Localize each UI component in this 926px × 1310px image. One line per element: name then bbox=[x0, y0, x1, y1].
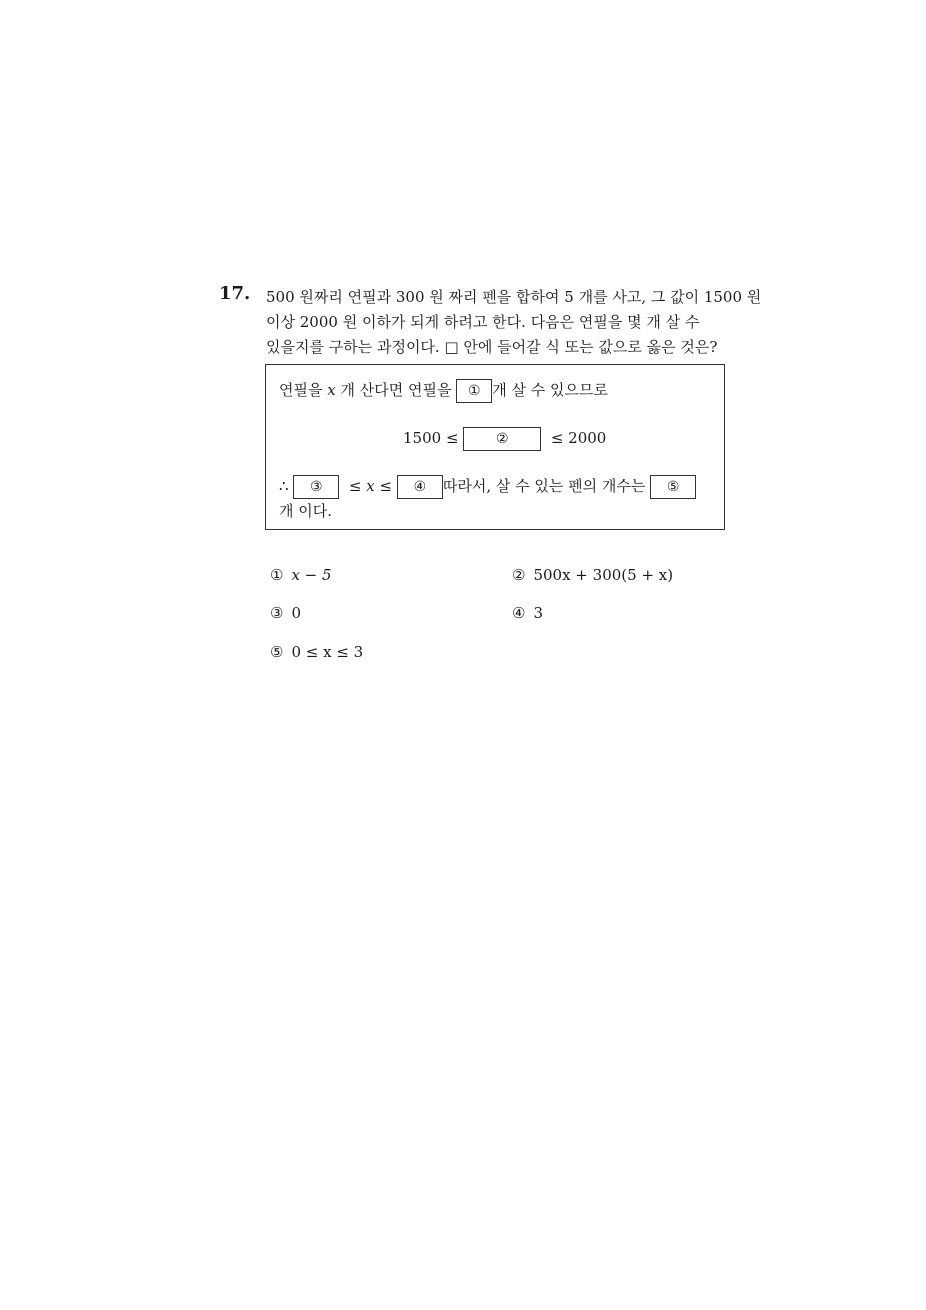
choice-4-text: 3 bbox=[533, 604, 543, 622]
choice-3[interactable] bbox=[270, 604, 301, 622]
choice-5-text: 0 ≤ x ≤ 3 bbox=[291, 643, 364, 661]
choice-2-number: ② bbox=[512, 566, 526, 584]
choice-3-number: ③ bbox=[270, 604, 284, 622]
box-row-1 bbox=[279, 379, 608, 403]
choice-4[interactable] bbox=[512, 604, 543, 622]
row1-middle: 개 산다면 연필을 bbox=[335, 381, 452, 399]
question-text-line-3: 있을지를 구하는 과정이다. □ 안에 들어갈 식 또는 값으로 옳은 것은? bbox=[266, 338, 718, 356]
question-number: 17. bbox=[219, 283, 251, 304]
row1-after: 개 살 수 있으므로 bbox=[492, 381, 608, 399]
variable-x-2: x bbox=[366, 477, 375, 495]
row3-text: 따라서, 살 수 있는 펜의 개수는 bbox=[442, 477, 646, 495]
question-text-line-2: 이상 2000 원 이하가 되게 하려고 한다. 다음은 연필을 몇 개 살 수 bbox=[266, 313, 700, 331]
question-text-line-1: 500 원짜리 연필과 300 원 짜리 펜을 합하여 5 개를 사고, 그 값이 1500 원 bbox=[266, 288, 762, 306]
blank-3: ③ bbox=[293, 475, 339, 499]
choice-2-text: 500x + 300(5 + x) bbox=[533, 566, 674, 584]
box-row-2 bbox=[403, 427, 606, 451]
choice-1[interactable] bbox=[270, 566, 332, 584]
solution-process-box bbox=[265, 364, 725, 530]
choice-4-number: ④ bbox=[512, 604, 526, 622]
choice-1-text: x − 5 bbox=[291, 566, 332, 584]
blank-2: ② bbox=[463, 427, 541, 451]
variable-x: x bbox=[327, 381, 336, 399]
inequality-right: ≤ bbox=[379, 477, 393, 495]
row2-right: ≤ 2000 bbox=[550, 429, 607, 447]
choice-2[interactable] bbox=[512, 566, 673, 584]
choice-3-text: 0 bbox=[291, 604, 301, 622]
blank-5: ⑤ bbox=[650, 475, 696, 499]
blank-1: ① bbox=[456, 379, 492, 403]
choice-5[interactable] bbox=[270, 643, 363, 661]
blank-4: ④ bbox=[397, 475, 443, 499]
choice-1-number: ① bbox=[270, 566, 284, 584]
row1-before: 연필을 bbox=[279, 381, 328, 399]
inequality-left: ≤ bbox=[348, 477, 362, 495]
choice-5-number: ⑤ bbox=[270, 643, 284, 661]
box-row-4: 개 이다. bbox=[279, 502, 333, 520]
row2-left: 1500 ≤ bbox=[403, 429, 459, 447]
therefore-symbol: ∴ bbox=[279, 477, 289, 495]
box-row-3 bbox=[279, 475, 696, 499]
